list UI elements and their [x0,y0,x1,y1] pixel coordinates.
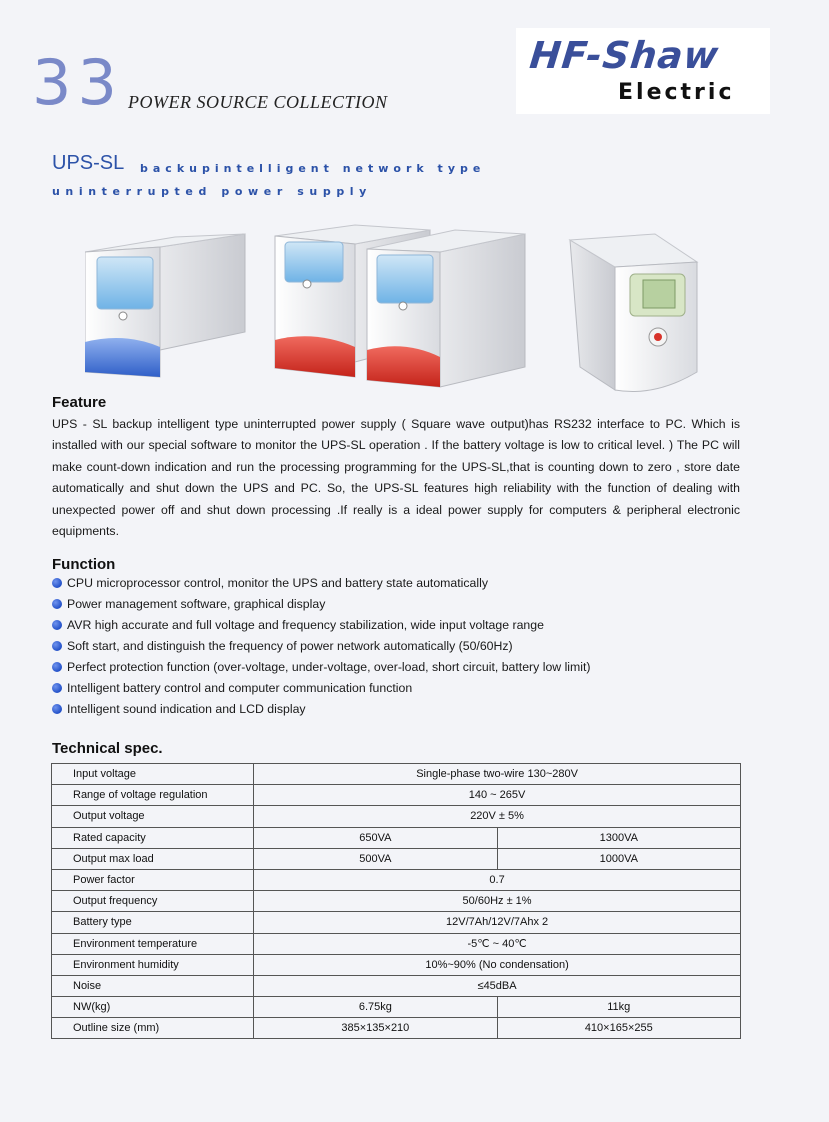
bullet-icon [52,599,62,609]
spec-label: Output frequency [52,891,254,912]
table-row [52,891,741,912]
spec-value: 10%~90% (No condensation) [254,954,741,975]
spec-label: Output voltage [52,806,254,827]
bullet-icon [52,620,62,630]
spec-label: Environment humidity [52,954,254,975]
spec-label: Range of voltage regulation [52,785,254,806]
spec-value: 0.7 [254,869,741,890]
table-row [52,848,741,869]
function-item-text: Intelligent battery control and computer communication function [67,681,413,695]
product-description-line1: backupintelligent network type [140,162,486,175]
spec-value-1300va: 1000VA [497,848,740,869]
function-item [52,573,591,594]
spec-label: Outline size (mm) [52,1018,254,1039]
table-row [52,806,741,827]
spec-label: NW(kg) [52,997,254,1018]
spec-value: ≤45dBA [254,975,741,996]
spec-value-1300va: 11kg [497,997,740,1018]
function-item [52,615,591,636]
page-number: 33 [32,46,123,119]
spec-value-650va: 6.75kg [254,997,497,1018]
function-item [52,699,591,720]
table-row [52,933,741,954]
spec-value-1300va: 1300VA [497,827,740,848]
spec-label: Noise [52,975,254,996]
spec-label: Battery type [52,912,254,933]
spec-value: 50/60Hz ± 1% [254,891,741,912]
spec-label: Input voltage [52,764,254,785]
bullet-icon [52,641,62,651]
function-item-text: Perfect protection function (over-voltage, under-voltage, over-load, short circuit, battery low limit) [67,660,591,674]
spec-value: 220V ± 5% [254,806,741,827]
bullet-icon [52,578,62,588]
collection-title: POWER SOURCE COLLECTION [128,92,388,112]
bullet-icon [52,683,62,693]
spec-label: Output max load [52,848,254,869]
function-item-text: Power management software, graphical display [67,597,326,611]
ups-unit-red-large [367,230,525,387]
function-item [52,678,591,699]
function-list [52,573,591,720]
function-item [52,594,591,615]
spec-value: 140 ~ 265V [254,785,741,806]
spec-value: Single-phase two-wire 130~280V [254,764,741,785]
table-row [52,912,741,933]
function-item-text: AVR high accurate and full voltage and frequency stabilization, wide input voltage range [67,618,544,632]
spec-value: 12V/7Ah/12V/7Ahx 2 [254,912,741,933]
table-row [52,997,741,1018]
function-item-text: Intelligent sound indication and LCD display [67,702,306,716]
function-item [52,636,591,657]
spec-value-650va: 650VA [254,827,497,848]
table-row [52,954,741,975]
table-row [52,1018,741,1039]
company-logo [516,28,770,114]
bullet-icon [52,704,62,714]
table-row [52,827,741,848]
function-item [52,657,591,678]
table-row [52,975,741,996]
table-row [52,764,741,785]
spec-value: -5℃ ~ 40℃ [254,933,741,954]
spec-table [51,763,741,1039]
ups-unit-blue [85,234,245,377]
spec-label: Power factor [52,869,254,890]
logo-brand: HF-Shaw [527,34,722,77]
function-item-text: CPU microprocessor control, monitor the UPS and battery state automatically [67,576,489,590]
spec-value-1300va: 410×165×255 [497,1018,740,1039]
product-description-line2: uninterrupted power supply [52,185,372,198]
feature-heading: Feature [52,394,107,411]
spec-label: Environment temperature [52,933,254,954]
spec-value-650va: 500VA [254,848,497,869]
spec-label: Rated capacity [52,827,254,848]
product-title: UPS-SL [52,152,125,174]
logo-subtitle: Electric [618,80,735,105]
ups-unit-tower [570,234,697,392]
product-photos [85,222,745,397]
spec-heading: Technical spec. [52,740,163,757]
function-item-text: Soft start, and distinguish the frequency of power network automatically (50/60Hz) [67,639,513,653]
feature-paragraph: UPS - SL backup intelligent type uninterrupted power supply ( Square wave output)has RS232 interface to PC. Which is installed with our special software to monitor the UPS-SL operation . If the battery voltage is low to critical level. ) The PC will make count-down indication and run the processing programming for the UPS-SL,that is counting down to zero , store date automatically and shut down the UPS and PC. So, the UPS-SL features high reliability with the function of dealing with unexpected power off and shut down processing .If really is a ideal power supply for computers & peripheral electronic equipments. [52,417,740,539]
bullet-icon [52,662,62,672]
function-heading: Function [52,556,116,573]
table-row [52,785,741,806]
spec-value-650va: 385×135×210 [254,1018,497,1039]
table-row [52,869,741,890]
